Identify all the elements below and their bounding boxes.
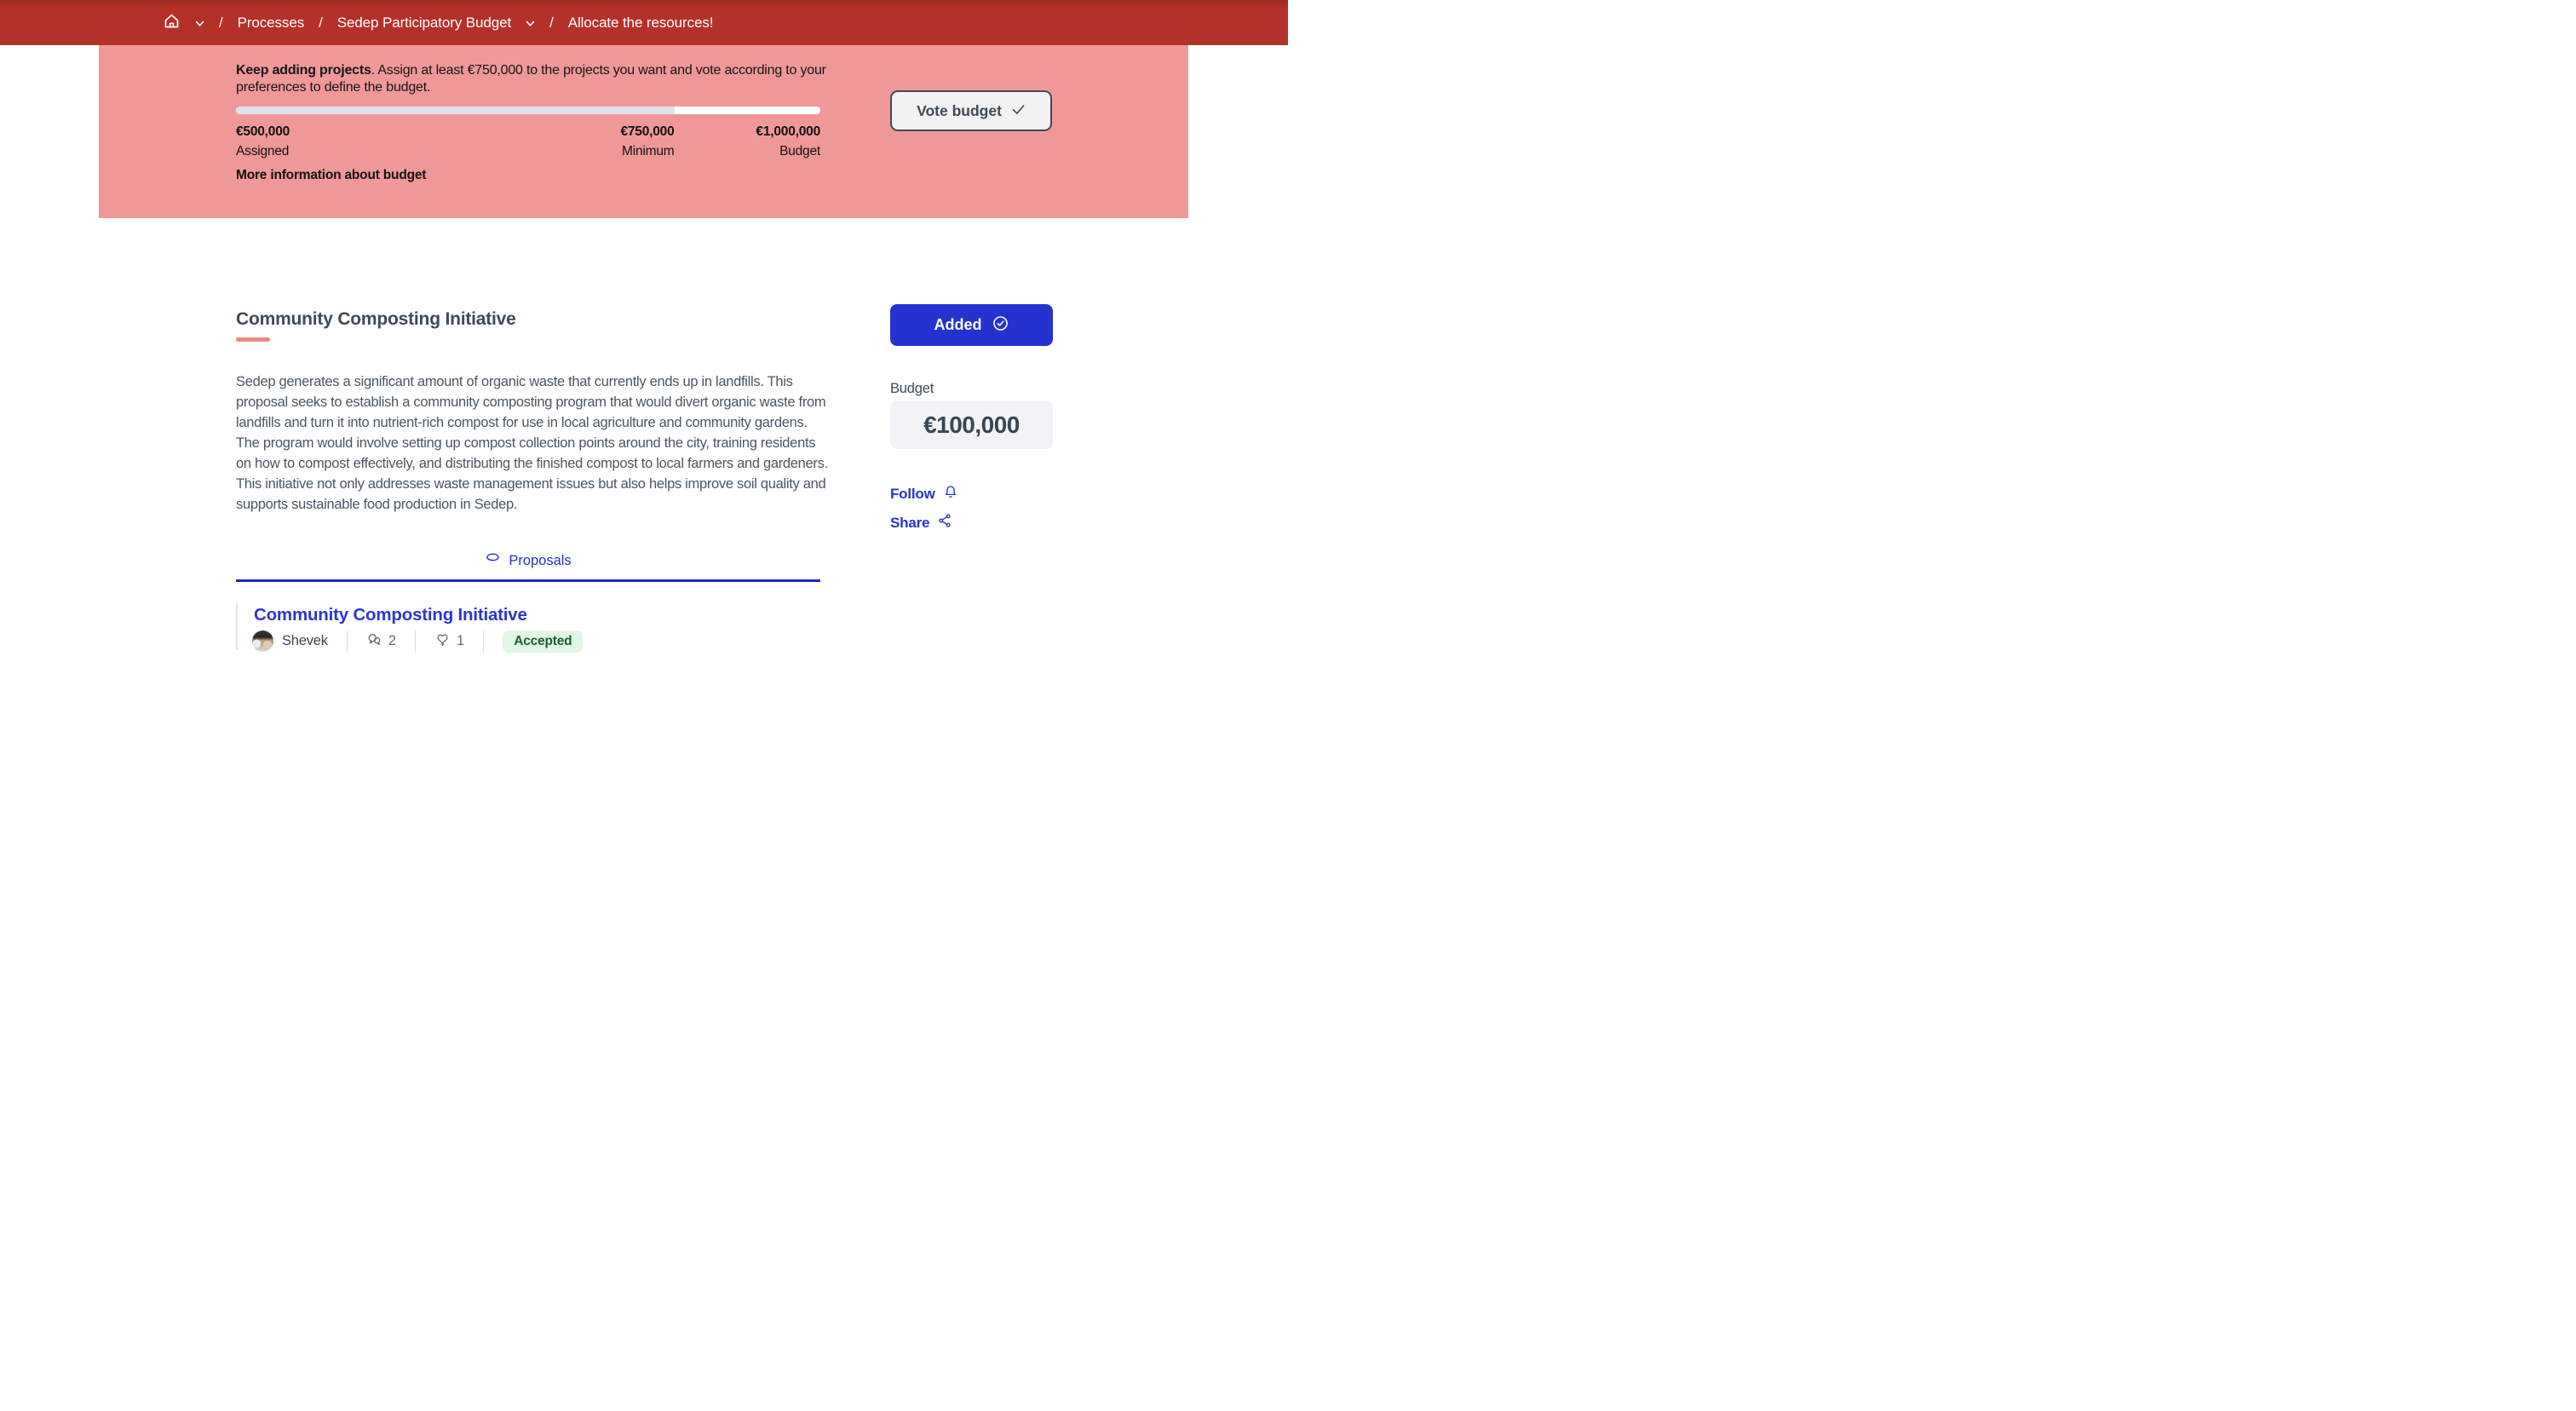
budget-instructions	[236, 62, 832, 95]
status-badge: Accepted	[503, 631, 583, 653]
assigned-label: Assigned	[236, 144, 290, 158]
heart-add-icon	[434, 631, 451, 652]
coin-icon	[485, 550, 501, 571]
breadcrumb	[163, 0, 713, 45]
comments-stat	[366, 631, 396, 652]
breadcrumb-bar	[0, 0, 1288, 45]
home-icon[interactable]	[163, 12, 181, 34]
minimum-amount: €750,000	[620, 124, 675, 139]
vote-budget-button[interactable]	[890, 90, 1052, 131]
process-dropdown-chevron-icon[interactable]	[526, 14, 535, 32]
project-title: Community Composting Initiative	[236, 309, 516, 329]
avatar	[252, 631, 273, 652]
budget-summary-banner	[99, 45, 1188, 218]
budget-progress-markers	[236, 124, 820, 169]
tab-proposals-label: Proposals	[509, 552, 572, 568]
tab-active-divider	[236, 579, 820, 582]
meta-divider	[415, 631, 416, 653]
breadcrumb-item-process[interactable]: Sedep Participatory Budget	[336, 14, 512, 31]
breadcrumb-item-processes[interactable]: Processes	[237, 14, 305, 31]
marker-assigned	[236, 124, 290, 159]
title-accent-underline	[236, 337, 270, 342]
proposal-meta-row	[252, 629, 583, 654]
author-name: Shevek	[282, 633, 328, 648]
share-link[interactable]	[890, 513, 952, 533]
added-button-label: Added	[934, 316, 982, 333]
proposal-title-link[interactable]: Community Composting Initiative	[254, 605, 527, 625]
assigned-amount: €500,000	[236, 124, 290, 139]
breadcrumb-separator: /	[319, 14, 323, 31]
comments-count: 2	[388, 633, 397, 648]
sidebar-budget-label: Budget	[890, 381, 934, 396]
follow-link[interactable]	[890, 484, 958, 504]
marker-minimum	[620, 124, 674, 159]
follow-label: Follow	[890, 485, 935, 502]
breadcrumb-separator: /	[219, 14, 223, 31]
breadcrumb-separator: /	[549, 14, 554, 31]
budget-progress-bar	[236, 107, 820, 114]
more-information-link[interactable]: More information about budget	[236, 168, 427, 182]
proposal-card-left-border	[236, 603, 238, 650]
minimum-label: Minimum	[622, 144, 675, 158]
budget-instructions-emphasis: Keep adding projects	[236, 63, 371, 78]
project-budget-amount: €100,000	[890, 400, 1053, 449]
budget-total-amount: €1,000,000	[756, 124, 820, 139]
check-circle-icon	[992, 314, 1009, 337]
bell-icon	[943, 484, 958, 504]
marker-budget	[756, 124, 820, 159]
share-label: Share	[890, 514, 930, 531]
breadcrumb-item-current: Allocate the resources!	[567, 14, 714, 31]
endorsements-count: 1	[457, 633, 465, 648]
home-dropdown-chevron-icon[interactable]	[195, 14, 204, 32]
share-nodes-icon	[937, 513, 952, 533]
vote-budget-label: Vote budget	[917, 101, 1002, 119]
budget-progress-fill	[236, 107, 675, 114]
meta-divider	[483, 631, 484, 653]
budget-instructions-rest: . Assign at least €750,000 to the projects you want and vote according to your preferences to define the budget.	[236, 63, 826, 95]
budget-project-page	[0, 0, 1288, 706]
budget-total-label: Budget	[779, 144, 820, 158]
added-button[interactable]	[890, 304, 1053, 346]
meta-divider	[347, 631, 348, 653]
project-description: Sedep generates a significant amount of organic waste that currently ends up in landfills. This proposal seeks to establish a community composting program that would divert organic waste from landfills and turn it into nutrient-rich compost for use in local agriculture and community gardens. The program would involve setting up compost collection points around the city, training residents on how to compost effectively, and distributing the finished compost to local farmers and gardeners. This initiative not only addresses waste management issues but also helps improve soil quality and supports sustainable food production in Sedep.	[236, 374, 828, 512]
proposal-author	[252, 631, 328, 652]
endorsements-stat	[434, 631, 464, 652]
comments-icon	[366, 631, 382, 652]
check-icon	[1011, 102, 1026, 120]
tab-proposals[interactable]	[236, 550, 820, 571]
